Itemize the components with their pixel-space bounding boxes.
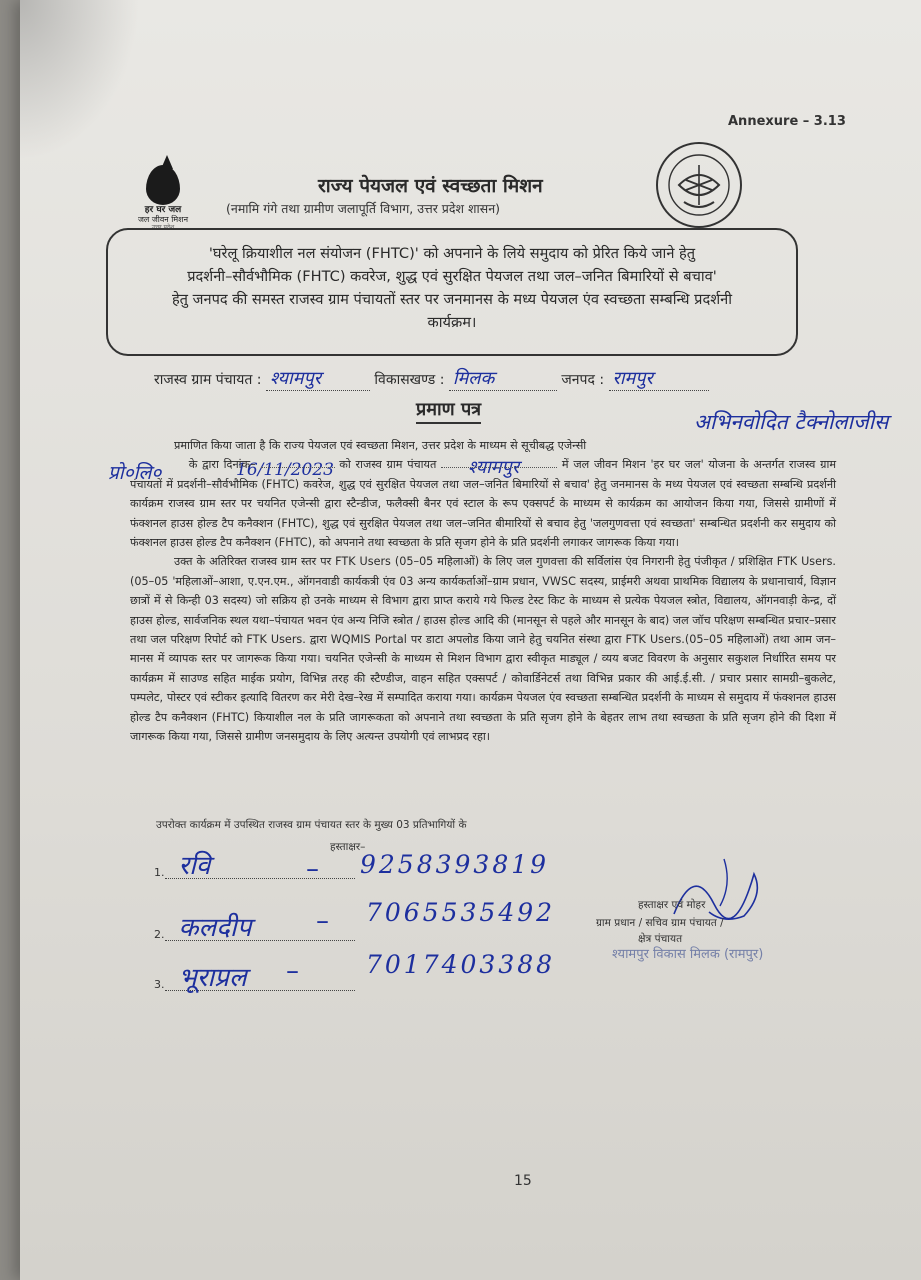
village-handwritten: श्यामपुर <box>468 457 520 478</box>
participant-phone: 9258393819 <box>360 850 550 879</box>
certificate-heading: प्रमाण पत्र <box>416 397 481 424</box>
participant-number: 1. <box>154 866 165 879</box>
signature-label: हस्ताक्षर– <box>330 841 366 853</box>
program-title-box <box>106 228 798 356</box>
logo-line-1: हर घर जल <box>144 205 182 215</box>
participant-number: 2. <box>154 928 165 941</box>
program-line-1: 'घरेलू क्रियाशील नल संयोजन (FHTC)' को अपनाने के लिये समुदाय को प्रेरित किये जाने हेतु <box>208 245 696 262</box>
page-number: 15 <box>514 1173 532 1189</box>
paragraph-1-part-c: को राजस्व ग्राम पंचायत <box>339 458 437 472</box>
up-government-seal-icon <box>654 140 744 230</box>
mission-subtitle: (नमामि गंगे तथा ग्रामीण जलापूर्ति विभाग, उत्तर प्रदेश शासन) <box>226 201 501 216</box>
agency-suffix-handwritten: प्रो०लि० <box>108 462 162 484</box>
participant-dash: – <box>286 956 299 986</box>
annexure-label: Annexure – 3.13 <box>728 114 846 129</box>
program-line-2: प्रदर्शनी–सौर्वभौमिक (FHTC) कवरेज, शुद्ध एवं सुरक्षित पेयजल तथा जल–जनित बिमारियों से बचाव' <box>187 268 717 285</box>
signatory-line-1: हस्ताक्षर एवं मोहर <box>638 899 706 911</box>
participant-name: कलदीप <box>178 913 252 943</box>
logo-line-3: उत्तर प्रदेश <box>151 224 175 231</box>
paragraph-1-part-a: प्रमाणित किया जाता है कि राज्य पेयजल एवं स्वच्छता मिशन, उत्तर प्रदेश के माध्यम से सूचीबद्ध एजेन्सी <box>174 439 587 452</box>
panchayat-label: राजस्व ग्राम पंचायत : <box>154 372 262 388</box>
date-handwritten: 16/11/2023 <box>236 460 334 480</box>
district-value: रामपुर <box>609 366 709 391</box>
official-stamp: श्यामपुर विकास मिलक (रामपुर) <box>612 947 764 962</box>
paragraph-1-part-b: के द्वारा दिनांक– <box>188 458 256 472</box>
participant-number: 3. <box>154 978 165 991</box>
participant-name: रवि <box>178 851 211 881</box>
logo-line-2: जल जीवन मिशन <box>137 215 189 224</box>
paragraph-2: उक्त के अतिरिक्त राजस्व ग्राम स्तर पर FTK Users (05–05 महिलाओं) के लिए जल गुणवत्ता की सर्विलांस एंव निगरानी हेतु पंजीकृत / प्रशिक्षित FTK Users.(05–05 'महिलाओं–आशा, ए.एन.एम., ऑगनवाडी कार्यकत्री एंव 03 अन्य कार्यकर्ताओं–ग्राम प्रधान, VWSC सदस्य, प्राईमरी अथवा प्राथमिक विद्यालय के प्रधानाचार्य, विज्ञान छात्रों में से किन्ही 03 सदस्य) जो सक्रिय हो उनके माध्यम से विभाग द्वारा प्राप्त कराये गये फिल्ड टेस्ट किट के माध्यम से प्रत्येक पेयजल स्त्रोत, विद्यालय, ऑगनवाड़ी केन्द्र, दों हाउस होल्ड, सार्वजनिक स्थल यथा–पंचायत भवन एंव अन्य निजि स्त्रोत / हाउस होल्ड आदि की (मानसून से पहले और मानसून के बाद) जल जॉच परिक्षण सम्बन्धित प्रचार–प्रसार तथा जल परिक्षण रिपोर्ट को FTK Users. द्वारा WQMIS Portal पर डाटा अपलोड किया जाने हेतु चयनित संस्था द्वारा FTK Users.(05–05 महिलाओं) तथा आम जन–मानस में व्यापक स्तर पर जागरूक किया गया। चयनित एजेन्सी के माध्यम से मिशन विभाग द्वारा स्वीकृत माड्यूल / व्यय बजट विवरण के अनुसार सकुशल निर्धारित समय पर कार्यक्रम में साउण्ड सहित माईक प्रयोग, विभिन्न तरह की स्टैण्डीज, वाहन सहित एक्सपर्ट / कोवार्डिनेटर्स तथा विभिन्न प्रकार की आई.ई.सी. / प्रचार प्रसार सामग्री–बुकलेट, पम्पलेट, पोस्टर एवं स्टीकर इत्यादि वितरण कर मेरी देख–रेख में सम्पादित कराया गया। कार्यक्रम पेयजल एंव स्वच्छता सम्बन्धित प्रदर्शनी के माध्यम से समुदाय में फंक्शनल हाउस होल्ड टैप कनैक्शन (FHTC) कियाशील नल के प्रति जागरूकता को अपनाने तथा स्वच्छता के प्रति सृजग होने के बेहतर लाभ तथा स्वच्छता के प्रति सृजग होने की दिशा में जागरूक किया गया, जिससे ग्रामीण जनसमुदाय के लिए अत्यन्त उपयोगी एवं लाभप्रद रहा। <box>130 555 836 744</box>
participant-row <box>154 950 556 993</box>
mission-title: राज्य पेयजल एवं स्वच्छता मिशन <box>318 175 543 197</box>
participant-phone: 7017403388 <box>366 950 556 979</box>
participant-phone: 7065535492 <box>366 898 556 927</box>
signatory-line-2: ग्राम प्रधान / सचिव ग्राम पंचायत / <box>596 917 724 929</box>
participant-row <box>154 850 550 884</box>
district-label: जनपद : <box>561 372 605 388</box>
panchayat-value: श्यामपुर <box>266 366 370 391</box>
signatory-line-3: क्षेत्र पंचायत <box>638 933 683 945</box>
document-page <box>20 0 921 1280</box>
program-line-4: कार्यक्रम। <box>427 314 477 331</box>
paragraph-1 <box>130 436 836 552</box>
certificate-body <box>130 436 836 747</box>
participant-name: भूराप्रल <box>178 963 247 993</box>
block-label: विकासखण्ड : <box>374 372 445 388</box>
participant-dash: – <box>306 854 319 884</box>
program-line-3: हेतु जनपद की समस्त राजस्व ग्राम पंचायतों स्तर पर जनमानस के मध्य पेयजल एंव स्वच्छता सम्बन्धि प्रदर्शनी <box>171 291 733 308</box>
participant-dash: – <box>316 906 329 936</box>
jal-jeevan-mission-logo <box>128 165 198 231</box>
participants-intro: उपरोक्त कार्यक्रम में उपस्थित राजस्व ग्राम पंचायत स्तर के मुख्य 03 प्रतिभागियों के <box>156 819 467 831</box>
agency-name-handwritten: अभिनवोदित टैक्नोलाजीस <box>694 410 889 434</box>
water-drop-icon <box>146 165 180 205</box>
location-fields <box>154 366 709 391</box>
participant-row <box>154 898 556 943</box>
block-value: मिलक <box>449 366 557 391</box>
paragraph-1-part-d: में जल जीवन मिशन 'हर घर जल' योजना के अन्तर्गत राजस्व ग्राम पंचायतों में प्रदर्शनी–सौर्वभौमिक (FHTC) कवरेज, शुद्ध एवं सुरक्षित पेयजल तथा जल–जनित बिमारियों से बचाव' हेतु जनमानस के मध्य पेयजल एवं स्वच्छता सम्बन्धि प्रदर्शनी कार्यक्रम राजस्व ग्राम स्तर पर चयनित एजेन्सी द्वारा स्टैन्डीज, फलैक्सी बैनर एवं स्टाल के रूप एक्सपर्ट के माध्यम से कार्यक्रम का आयोजन किया गया, जिससे ग्रामीणों में फंक्शनल हाउस होल्ड टैप कनैक्शन (FHTC), शुद्ध एवं सुरक्षित पेयजल तथा जल–जनित बीमारियों से बचाव हेतु 'जलगुणवत्ता एवं स्वच्छता' सम्बन्धित प्रदर्शनी कर समुदाय को फंक्शनल हाउस होल्ड टैप कनैक्शन (FHTC), को अपनाने तथा स्वच्छता के प्रति सृजग होने के प्रति प्रदर्शनी लगाकर जागरूक किया गया। <box>130 458 837 550</box>
